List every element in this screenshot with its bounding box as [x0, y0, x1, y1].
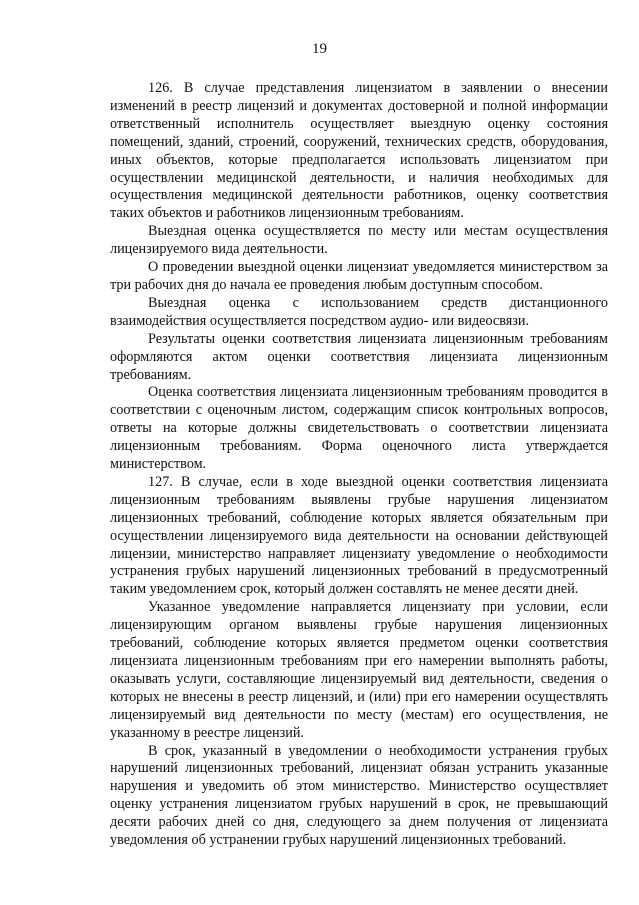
page-number: 19 — [312, 41, 327, 57]
paragraph-notice-conditions: Указанное уведомление направляется лицензиату при условии, если лицензирующим органом выявлены грубые нарушения лицензионных требований, соблюдение которых является предметом оценки соответствия лицензиата лицензионным требованиям при его намерении выполнять работы, оказывать услуги, составляющие лицензируемый вид деятельности, сведения о которых не внесены в реестр лицензий, и (или) при его намерении осуществлять лицензируемый вид деятельности по месту (местам) его осуществления, не указанному в реестре лицензий. — [110, 599, 608, 741]
paragraph-remote-assessment: Выездная оценка с использованием средств дистанционного взаимодействия осуществляется посредством аудио- или видеосвязи. — [110, 294, 608, 329]
paragraph-assessment-checklist: Оценка соответствия лицензиата лицензионным требованиям проводится в соответствии с оценочным листом, содержащим список контрольных вопросов, ответы на которые должны свидетельствовать о соответствии лицензиата лицензионным требованиям. Форма оценочного листа утверждается министерством. — [110, 384, 608, 473]
paragraph-notification: О проведении выездной оценки лицензиат уведомляется министерством за три рабочих дня до начала ее проведения любым доступным способом. — [110, 259, 608, 293]
paragraph-127: 127. В случае, если в ходе выездной оценки соответствия лицензиата лицензионным требованиям выявлены грубые нарушения лицензиатом лицензионных требований, соблюдение которых является обязательным при осуществлении лицензируемого вида деятельности на основании действующей лицензии, министерство направляет лицензиату уведомление о необходимости устранения грубых нарушений лицензионных требований в предусмотренный таким уведомлением срок, который должен составлять не менее десяти дней. — [110, 473, 608, 598]
paragraph-onsite-assessment-place: Выездная оценка осуществляется по месту или местам осуществления лицензируемого вида деятельности. — [110, 223, 608, 258]
paragraph-violation-remedy-deadline: В срок, указанный в уведомлении о необходимости устранения грубых нарушений лицензионных требований, лицензиат обязан устранить указанные нарушения и уведомить об этом министерство. Министерство осуществляет оценку устранения лицензиатом грубых нарушений в срок, не превышающий десяти рабочих дней со дня, следующего за днем получения от лицензиата уведомления об устранении грубых нарушений лицензионных требований. — [110, 742, 608, 849]
paragraph-assessment-results: Результаты оценки соответствия лицензиата лицензионным требованиям оформляются актом оценки соответствия лицензиата лицензионным требованиям. — [110, 330, 608, 383]
document-body — [110, 80, 608, 850]
paragraph-126: 126. В случае представления лицензиатом в заявлении о внесении изменений в реестр лицензий и документах достоверной и полной информации ответственный исполнитель осуществляет выездную оценку состояния помещений, зданий, строений, сооружений, технических средств, оборудования, иных объектов, которые предполагается использовать лицензиатом при осуществлении медицинской деятельности, и наличия необходимых для осуществления медицинской деятельности работников, оценку соответствия таких объектов и работников лицензионным требованиям. — [110, 80, 608, 222]
